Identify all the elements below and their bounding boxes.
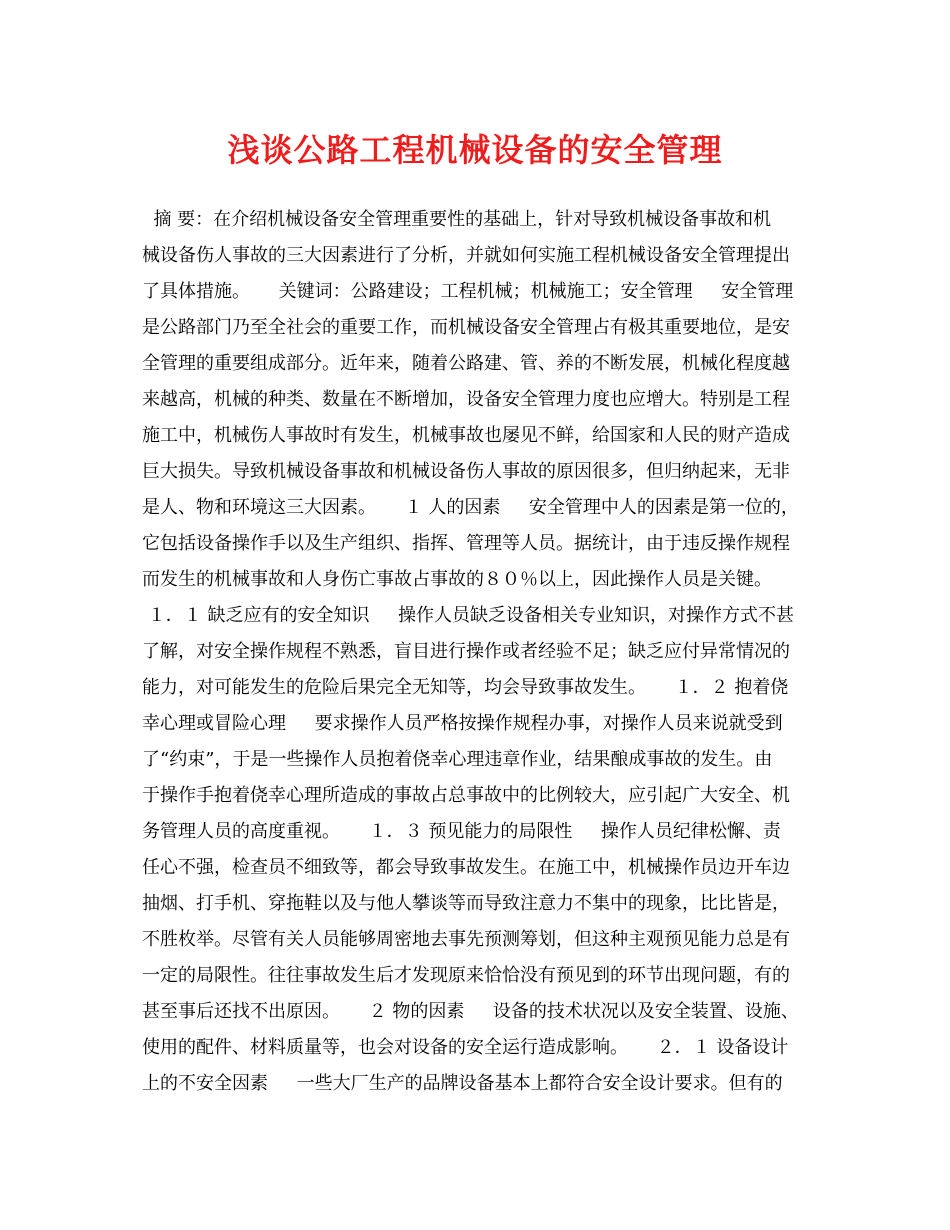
body-text-line: 来越高，机械的种类、数量在不断增加，设备安全管理力度也应增大。特别是工程 [142,389,790,410]
body-text-line: 摘 要：在介绍机械设备安全管理重要性的基础上，针对导致机械设备事故和机 [142,209,772,230]
body-text-line: 全管理的重要组成部分。近年来，随着公路建、管、养的不断发展，机械化程度越 [142,353,790,374]
body-text-line: 抽烟、打手机、穿拖鞋以及与他人攀谈等而导致注意力不集中的现象，比比皆是， [142,893,790,914]
body-text-line: 不胜枚举。尽管有关人员能够周密地去事先预测筹划，但这种主观预见能力总是有 [142,929,790,950]
body-text-line: 它包括设备操作手以及生产组织、指挥、管理等人员。据统计，由于违反操作规程 [142,533,790,554]
body-text-line: 械设备伤人事故的三大因素进行了分析，并就如何实施工程机械设备安全管理提出 [142,245,790,266]
body-text-line: 而发生的机械事故和人身伤亡事故占事故的８０％以上，因此操作人员是关键。 [142,569,772,590]
body-text-line: 于操作手抱着侥幸心理所造成的事故占总事故中的比例较大，应引起广大安全、机 [142,785,790,806]
body-text-line: 是公路部门乃至全社会的重要工作，而机械设备安全管理占有极其重要地位，是安 [142,317,790,338]
body-text-line: 一定的局限性。往往事故发生后才发现原来恰恰没有预见到的环节出现问题，有的 [142,965,790,986]
body-text-line: 了解，对安全操作规程不熟悉，盲目进行操作或者经验不足；缺乏应付异常情况的 [142,641,790,662]
body-text-line: １．１ 缺乏应有的安全知识 操作人员缺乏设备相关专业知识，对操作方式不甚 [142,605,795,626]
body-text-line: 幸心理或冒险心理 要求操作人员严格按操作规程办事，对操作人员来说就受到 [142,713,783,734]
body-text-line: 能力，对可能发生的危险后果完全无知等，均会导致事故发生。 １．２ 抱着侥 [142,677,789,698]
body-text-line: 是人、物和环境这三大因素。 １ 人的因素 安全管理中人的因素是第一位的， [142,497,799,518]
body-text-line: 上的不安全因素 一些大厂生产的品牌设备基本上都符合安全设计要求。但有的 [142,1073,783,1094]
body-text-line: 巨大损失。导致机械设备事故和机械设备伤人事故的原因很多，但归纳起来，无非 [142,461,790,482]
body-text-line: 了“约束”，于是一些操作人员抱着侥幸心理违章作业，结果酿成事故的发生。由 [142,749,773,770]
body-text-line: 施工中，机械伤人事故时有发生，机械事故也屡见不鲜，给国家和人民的财产造成 [142,425,790,446]
document-title: 浅谈公路工程机械设备的安全管理 [227,131,723,169]
body-text-line: 使用的配件、材料质量等，也会对设备的安全运行造成影响。 ２．１ 设备设计 [142,1037,789,1058]
body-text-line: 务管理人员的高度重视。 １．３ 预见能力的局限性 操作人员纪律松懈、责 [142,821,781,842]
document-body [142,202,832,1102]
body-text-line: 任心不强，检查员不细致等，都会导致事故发生。在施工中，机械操作员边开车边 [142,857,790,878]
body-text-line: 甚至事后还找不出原因。 ２ 物的因素 设备的技术状况以及安全装置、设施、 [142,1001,799,1022]
body-text-line: 了具体措施。 关键词：公路建设；工程机械；机械施工；安全管理 安全管理 [142,281,794,302]
